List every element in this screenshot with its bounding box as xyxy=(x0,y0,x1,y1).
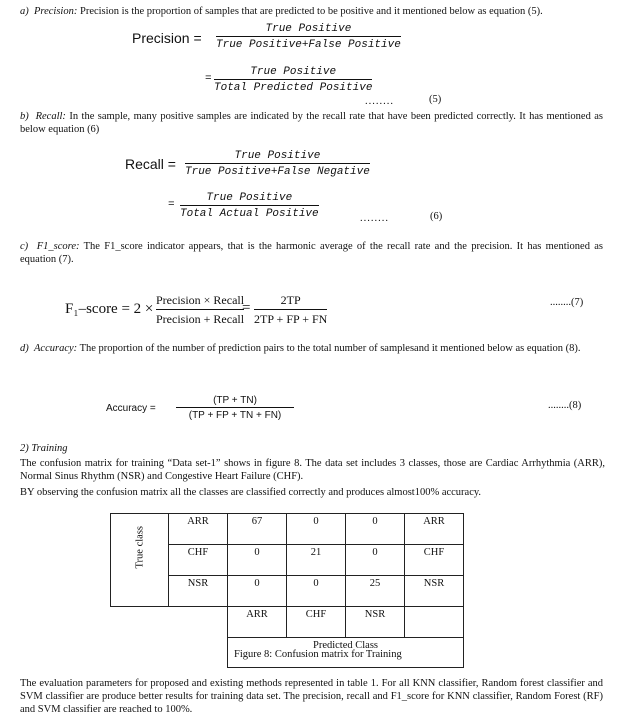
blank-cell xyxy=(169,607,228,638)
recall-fraction-2-denominator: Total Actual Positive xyxy=(180,208,319,220)
section-d-marker: d) xyxy=(20,343,29,354)
section-c-marker: c) xyxy=(20,241,29,252)
precision-fraction-2-numerator: True Positive xyxy=(250,66,337,78)
recall-eq-sign: = xyxy=(168,199,175,211)
matrix-column-labels-row xyxy=(111,607,464,638)
matrix-cell: CHF xyxy=(169,545,228,576)
section-a-text: Precision is the proportion of samples that are predicted to be positive and it mentioned below as equation (5). xyxy=(77,6,543,17)
f1-fraction-2 xyxy=(254,293,327,327)
matrix-cell: 0 xyxy=(287,514,346,545)
matrix-cell: 0 xyxy=(346,514,405,545)
blank-cell xyxy=(111,607,169,638)
section-b-paragraph xyxy=(20,110,603,136)
fraction-bar xyxy=(214,79,372,80)
matrix-cell: ARR xyxy=(405,514,464,545)
f1-fraction-1-numerator: Precision × Recall xyxy=(156,293,245,307)
fraction-bar xyxy=(176,407,294,408)
matrix-cell: 0 xyxy=(228,576,287,607)
matrix-cell: 67 xyxy=(228,514,287,545)
f1-fraction-2-denominator: 2TP + FP + FN xyxy=(254,312,328,326)
matrix-cell: 25 xyxy=(346,576,405,607)
matrix-cell: ARR xyxy=(169,514,228,545)
fraction-bar xyxy=(180,205,319,206)
equation-7-number: ........(7) xyxy=(550,297,584,308)
accuracy-lhs: Accuracy = xyxy=(106,403,156,414)
f1-fraction-2-numerator: 2TP xyxy=(280,293,301,307)
section-c-paragraph xyxy=(20,240,603,266)
matrix-cell: 21 xyxy=(287,545,346,576)
equation-6-number: (6) xyxy=(430,211,443,222)
fraction-bar xyxy=(216,36,401,37)
accuracy-fraction xyxy=(176,395,294,421)
precision-lhs: Precision = xyxy=(132,30,202,46)
matrix-cell: NSR xyxy=(405,576,464,607)
f1-lhs: F₁–score = 2 × xyxy=(65,301,154,317)
precision-fraction-1 xyxy=(216,23,401,51)
accuracy-fraction-denominator: (TP + FP + TN + FN) xyxy=(188,410,282,421)
precision-eq-sign: = xyxy=(205,73,212,85)
true-class-label: True class xyxy=(134,525,145,568)
section-b-title: Recall: xyxy=(35,111,66,122)
fraction-bar xyxy=(185,163,370,164)
recall-lhs: Recall = xyxy=(125,156,176,172)
column-label: ARR xyxy=(228,607,287,638)
section-c-title: F1_score: xyxy=(36,241,80,252)
section-a-marker: a) xyxy=(20,6,29,17)
section-b-marker: b) xyxy=(20,111,29,122)
section-d-title: Accuracy: xyxy=(34,343,78,354)
section-c-text: The F1_score indicator appears, that is the harmonic average of the recall rate and the precision. It has mentioned as equation (7). xyxy=(20,241,603,265)
section-d-text: The proportion of the number of prediction pairs to the total number of samplesand it mentioned below as equation (8). xyxy=(77,343,581,354)
precision-fraction-2 xyxy=(214,66,372,94)
section-a-line xyxy=(20,6,543,17)
confusion-matrix xyxy=(110,513,464,668)
predicted-class-label: Predicted Class xyxy=(228,638,464,668)
column-label: NSR xyxy=(346,607,405,638)
recall-fraction-2-numerator: True Positive xyxy=(206,192,293,204)
matrix-cell: 0 xyxy=(346,545,405,576)
figure-caption: Figure 8: Confusion matrix for Training xyxy=(234,649,402,660)
recall-fraction-2 xyxy=(180,192,319,220)
section-d-paragraph xyxy=(20,342,603,355)
training-paragraph-2: BY observing the confusion matrix all the classes are classified correctly and produces almost100% accuracy. xyxy=(20,487,482,498)
f1-fraction-1 xyxy=(156,293,244,327)
fraction-bar xyxy=(156,309,244,310)
column-label-empty xyxy=(405,607,464,638)
matrix-row-arr xyxy=(111,514,464,545)
true-class-cell xyxy=(111,514,169,607)
precision-fraction-1-denominator: True Positive+False Positive xyxy=(216,39,401,51)
matrix-cell: NSR xyxy=(169,576,228,607)
accuracy-fraction-numerator: (TP + TN) xyxy=(213,395,257,406)
recall-fraction-1-denominator: True Positive+False Negative xyxy=(185,166,370,178)
matrix-cell: CHF xyxy=(405,545,464,576)
recall-fraction-1-numerator: True Positive xyxy=(234,150,321,162)
matrix-cell: 0 xyxy=(228,545,287,576)
blank-cell xyxy=(111,638,169,668)
section-b-text: In the sample, many positive samples are indicated by the recall rate that have been predicted correctly. It has mentioned as below equation (6) xyxy=(20,111,604,135)
fraction-bar xyxy=(254,309,327,310)
recall-fraction-1 xyxy=(185,150,370,178)
equation-5-number: (5) xyxy=(429,94,442,105)
precision-fraction-1-numerator: True Positive xyxy=(265,23,352,35)
equation-5-dots: ........ xyxy=(365,96,394,107)
section-a-title: Precision: xyxy=(34,6,78,17)
blank-cell xyxy=(169,638,228,668)
closing-paragraph: The evaluation parameters for proposed and existing methods represented in table 1. For all KNN classifier, Random forest classifier and SVM classifier are produce better results for training data set. The precision, recall and F1_score for KNN classifier, Random Forest (RF) and SVM classifier are reached to 100%. xyxy=(20,678,603,715)
matrix-cell: 0 xyxy=(287,576,346,607)
f1-eq-sign: = xyxy=(242,300,251,316)
precision-fraction-2-denominator: Total Predicted Positive xyxy=(214,82,373,94)
training-heading: 2) Training xyxy=(20,443,68,454)
f1-fraction-1-denominator: Precision + Recall xyxy=(156,312,245,326)
column-label: CHF xyxy=(287,607,346,638)
equation-6-dots: ........ xyxy=(360,213,389,224)
training-paragraph-1: The confusion matrix for training “Data set-1” shows in figure 8. The data set includes 3 classes, those are Cardiac Arrhythmia (ARR), Normal Sinus Rhythm (NSR) and Congestive Heart Failure (CHF). xyxy=(20,458,605,482)
equation-8-number: ........(8) xyxy=(548,400,582,411)
